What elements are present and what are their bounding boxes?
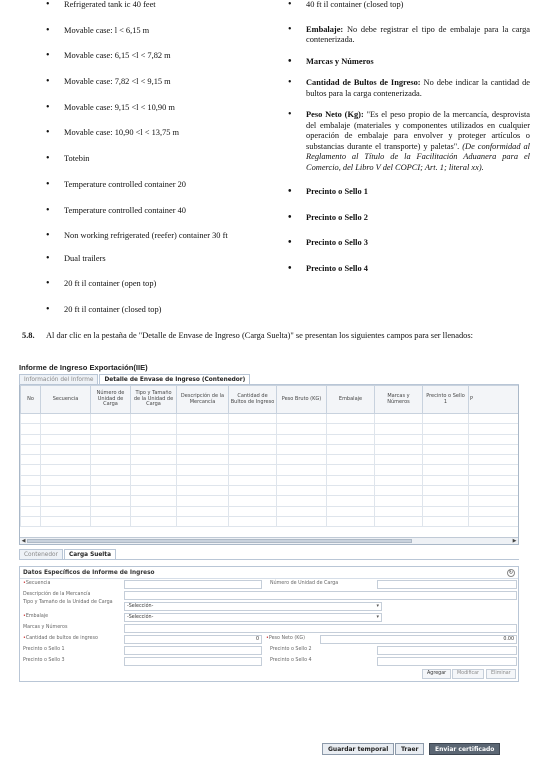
table-cell <box>131 475 177 485</box>
table-cell <box>375 414 423 424</box>
scroll-right-icon[interactable]: ▶ <box>512 538 517 544</box>
list-item-precinto-3: • Precinto o Sello 3 <box>288 237 368 248</box>
table-cell <box>41 516 91 526</box>
table-cell <box>91 465 131 475</box>
embalaje-select[interactable]: -Selección- ▾ <box>124 613 382 622</box>
right-bullet-list <box>282 0 530 285</box>
table-cell <box>229 455 277 465</box>
table-cell <box>91 506 131 516</box>
table-cell <box>177 424 229 434</box>
column-header[interactable]: Precinto o Sello 1 <box>423 386 469 414</box>
list-item: • Dual trailers <box>46 252 106 264</box>
table-cell <box>469 506 520 516</box>
form-row <box>20 634 518 645</box>
secuencia-field[interactable] <box>124 580 262 589</box>
table-cell <box>41 475 91 485</box>
table-cell <box>131 455 177 465</box>
table-cell <box>21 465 41 475</box>
table-cell <box>177 434 229 444</box>
table-row[interactable] <box>21 516 520 526</box>
tab-detalle-envase[interactable]: Detalle de Envase de Ingreso (Contenedor) <box>99 374 250 384</box>
table-cell <box>91 486 131 496</box>
table-cell <box>277 444 327 454</box>
table-cell <box>375 475 423 485</box>
list-item: • Refrigerated tank ic 40 feet <box>46 0 156 10</box>
table-cell <box>375 434 423 444</box>
table-cell <box>21 424 41 434</box>
table-cell <box>375 424 423 434</box>
table-cell <box>375 455 423 465</box>
table-cell <box>327 434 375 444</box>
table-row[interactable] <box>21 496 520 506</box>
marcas-label: Marcas y Números <box>23 625 68 630</box>
table-cell <box>277 424 327 434</box>
table-row[interactable] <box>21 486 520 496</box>
table-cell <box>469 486 520 496</box>
table-cell <box>375 506 423 516</box>
table-cell <box>41 506 91 516</box>
table-cell <box>277 506 327 516</box>
table-cell <box>327 414 375 424</box>
table-cell <box>41 496 91 506</box>
table-cell <box>21 486 41 496</box>
tipo-tamano-label: Tipo y Tamaño de la Unidad de Carga <box>23 600 113 605</box>
list-item: • Movable case: 7,82 <l < 9,15 m <box>46 76 171 88</box>
cantidad-field[interactable]: 0 <box>124 635 262 644</box>
form-row <box>20 612 518 623</box>
table-cell <box>41 424 91 434</box>
list-item-cantidad: • Cantidad de Bultos de Ingreso: No debe indicar la cantidad de bultos para la carga contenerizada. <box>288 77 530 98</box>
column-header[interactable]: Peso Bruto (KG) <box>277 386 327 414</box>
list-item: • 20 ft il container (open top) <box>46 278 157 290</box>
detail-table <box>20 385 519 527</box>
table-cell <box>375 465 423 475</box>
tab-informacion-informe[interactable]: Información del Informe <box>19 374 98 384</box>
table-cell <box>21 475 41 485</box>
table-cell <box>327 475 375 485</box>
table-cell <box>229 465 277 475</box>
table-cell <box>91 455 131 465</box>
table-cell <box>375 516 423 526</box>
peso-label: •Peso Neto (KG) <box>266 636 305 641</box>
table-row[interactable] <box>21 455 520 465</box>
table-cell <box>277 414 327 424</box>
table-cell <box>277 486 327 496</box>
table-cell <box>91 414 131 424</box>
table-cell <box>469 496 520 506</box>
table-cell <box>375 486 423 496</box>
descripcion-label: Descripción de la Mercancía <box>23 592 91 597</box>
numero-unidad-label: Número de Unidad de Carga <box>270 581 339 586</box>
table-cell <box>229 506 277 516</box>
table-row[interactable] <box>21 424 520 434</box>
detail-grid <box>19 385 519 545</box>
send-certificate-button[interactable]: Enviar certificado <box>429 743 500 755</box>
precinto-4-field[interactable] <box>377 657 517 666</box>
column-header[interactable]: No <box>21 386 41 414</box>
table-cell <box>91 516 131 526</box>
table-cell <box>229 496 277 506</box>
section-text: Al dar clic en la pestaña de "Detalle de Envase de Ingreso (Carga Suelta)" se presentan los siguientes campos para ser llenados: <box>46 331 473 340</box>
document-columns <box>0 0 538 320</box>
table-cell <box>327 455 375 465</box>
table-cell <box>423 455 469 465</box>
table-cell <box>277 496 327 506</box>
list-item-precinto-1: • Precinto o Sello 1 <box>288 186 368 197</box>
page-title: Informe de Ingreso Exportación(IIE) <box>19 363 148 372</box>
table-cell <box>327 465 375 475</box>
form-row <box>20 579 518 590</box>
table-cell <box>277 516 327 526</box>
precinto-4-label: Precinto o Sello 4 <box>270 658 312 663</box>
form-row <box>20 623 518 634</box>
table-cell <box>327 506 375 516</box>
section-5-8 <box>22 331 522 342</box>
table-cell <box>469 424 520 434</box>
eliminar-button[interactable]: Eliminar <box>486 669 516 679</box>
form-header <box>20 567 518 579</box>
list-item: • Non working refrigerated (reefer) container 30 ft <box>46 230 228 242</box>
table-cell <box>375 444 423 454</box>
save-temp-button[interactable]: Guardar temporal <box>322 743 394 755</box>
column-header[interactable]: P <box>469 386 520 414</box>
table-cell <box>423 434 469 444</box>
table-cell <box>131 465 177 475</box>
table-cell <box>177 506 229 516</box>
table-cell <box>469 516 520 526</box>
table-cell <box>177 414 229 424</box>
row-action-buttons <box>20 667 518 681</box>
table-cell <box>327 486 375 496</box>
list-item-marcas: • Marcas y Números <box>288 55 374 67</box>
modificar-button[interactable]: Modificar <box>452 669 484 679</box>
scrollbar-thumb[interactable] <box>27 539 412 543</box>
table-cell <box>469 414 520 424</box>
table-cell <box>469 434 520 444</box>
secuencia-label: •Secuencia <box>23 581 51 586</box>
column-header[interactable]: Secuencia <box>41 386 91 414</box>
form-row <box>20 656 518 667</box>
table-cell <box>131 414 177 424</box>
main-tabs <box>19 374 519 385</box>
cargo-tabs <box>19 549 519 560</box>
table-cell <box>41 486 91 496</box>
marcas-field[interactable] <box>124 624 517 633</box>
table-cell <box>21 516 41 526</box>
table-row[interactable] <box>21 444 520 454</box>
table-row[interactable] <box>21 506 520 516</box>
section-number: 5.8. <box>22 331 35 340</box>
table-cell <box>177 455 229 465</box>
form-row <box>20 645 518 656</box>
table-cell <box>41 455 91 465</box>
table-cell <box>177 516 229 526</box>
precinto-1-label: Precinto o Sello 1 <box>23 647 65 652</box>
table-cell <box>277 455 327 465</box>
descripcion-field[interactable] <box>124 591 517 600</box>
list-item: • Movable case: l < 6,15 m <box>46 24 150 36</box>
table-cell <box>229 444 277 454</box>
list-item: • Temperature controlled container 20 <box>46 178 186 190</box>
table-cell <box>131 444 177 454</box>
table-cell <box>423 444 469 454</box>
table-cell <box>277 434 327 444</box>
table-cell <box>91 444 131 454</box>
table-cell <box>131 496 177 506</box>
table-cell <box>327 444 375 454</box>
table-cell <box>375 496 423 506</box>
tab-carga-suelta[interactable]: Carga Suelta <box>64 549 116 559</box>
list-item-peso: • Peso Neto (Kg): "Es el peso propio de la mercancía, desprovista del embalaje (materiales y componentes utilizados en cualquier operación de embalaje para envolver y proteger artículos o substancias durante el transporte) y paletas". (De conformidad al Reglamento al Título de la Facilitación Aduanera para el Comercio, del Libro V del COPCI; Art. 1; literal xx). <box>288 109 531 172</box>
left-bullet-list <box>40 0 275 331</box>
table-cell <box>131 424 177 434</box>
column-header[interactable]: Cantidad de Bultos de Ingreso <box>229 386 277 414</box>
table-cell <box>21 434 41 444</box>
table-cell <box>21 496 41 506</box>
list-item: • Temperature controlled container 40 <box>46 204 186 216</box>
cantidad-label: •Cantidad de bultos de ingreso <box>23 636 98 641</box>
table-cell <box>423 414 469 424</box>
table-cell <box>91 496 131 506</box>
table-cell <box>41 414 91 424</box>
table-cell <box>229 486 277 496</box>
embalaje-label: •Embalaje <box>23 614 49 619</box>
app-screenshot <box>19 363 519 753</box>
form-row <box>20 601 518 612</box>
scroll-left-icon[interactable]: ◀ <box>21 538 26 544</box>
table-cell <box>277 465 327 475</box>
table-row[interactable] <box>21 475 520 485</box>
list-item: • 40 ft il container (closed top) <box>288 0 404 10</box>
precinto-1-field[interactable] <box>124 646 262 655</box>
list-item: • Movable case: 9,15 <l < 10,90 m <box>46 101 175 113</box>
load-button[interactable]: Traer <box>395 743 424 755</box>
table-cell <box>177 475 229 485</box>
table-cell <box>469 475 520 485</box>
table-cell <box>177 486 229 496</box>
list-item: • 20 ft il container (closed top) <box>46 304 162 316</box>
table-cell <box>91 475 131 485</box>
table-cell <box>91 434 131 444</box>
table-cell <box>177 444 229 454</box>
agregar-button[interactable]: Agregar <box>422 669 451 679</box>
table-row[interactable] <box>21 434 520 444</box>
table-cell <box>423 496 469 506</box>
numero-unidad-field[interactable] <box>377 580 517 589</box>
tab-contenedor[interactable]: Contenedor <box>19 549 63 559</box>
list-item: • Totebin <box>46 153 90 165</box>
table-cell <box>21 414 41 424</box>
table-cell <box>423 486 469 496</box>
column-header[interactable]: Marcas y Números <box>375 386 423 414</box>
table-cell <box>41 434 91 444</box>
table-cell <box>423 465 469 475</box>
table-header-row <box>21 386 520 414</box>
table-cell <box>21 444 41 454</box>
column-header[interactable]: Descripción de la Mercancía <box>177 386 229 414</box>
table-cell <box>41 465 91 475</box>
table-cell <box>177 496 229 506</box>
table-row[interactable] <box>21 465 520 475</box>
table-cell <box>21 506 41 516</box>
peso-field[interactable]: 0.00 <box>320 635 517 644</box>
horizontal-scrollbar[interactable] <box>20 537 518 544</box>
form-title: Datos Específicos de Informe de Ingreso <box>23 570 155 576</box>
table-cell <box>91 424 131 434</box>
list-item-precinto-2: • Precinto o Sello 2 <box>288 211 368 223</box>
table-cell <box>327 424 375 434</box>
precinto-3-label: Precinto o Sello 3 <box>23 658 65 663</box>
footer-actions <box>19 743 519 757</box>
table-cell <box>41 444 91 454</box>
table-row[interactable] <box>21 414 520 424</box>
list-item: • Movable case: 6,15 <l < 7,82 m <box>46 50 171 62</box>
table-cell <box>177 465 229 475</box>
tipo-tamano-select[interactable]: -Selección- ▾ <box>124 602 382 611</box>
table-cell <box>229 414 277 424</box>
refresh-icon[interactable]: ↻ <box>508 570 514 576</box>
table-cell <box>469 455 520 465</box>
table-cell <box>277 475 327 485</box>
table-cell <box>229 434 277 444</box>
table-cell <box>327 496 375 506</box>
table-cell <box>131 516 177 526</box>
specific-data-form <box>19 566 519 682</box>
precinto-2-field[interactable] <box>377 646 517 655</box>
table-cell <box>423 424 469 434</box>
column-header[interactable]: Tipo y Tamaño de la Unidad de Carga <box>131 386 177 414</box>
table-cell <box>131 506 177 516</box>
list-item-precinto-4: • Precinto o Sello 4 <box>288 262 368 274</box>
table-cell <box>469 465 520 475</box>
table-cell <box>229 516 277 526</box>
table-cell <box>229 424 277 434</box>
table-cell <box>423 506 469 516</box>
table-cell <box>423 475 469 485</box>
precinto-2-label: Precinto o Sello 2 <box>270 647 312 652</box>
table-body <box>21 414 520 527</box>
table-cell <box>327 516 375 526</box>
table-cell <box>21 455 41 465</box>
table-cell <box>229 475 277 485</box>
table-cell <box>469 444 520 454</box>
column-header[interactable]: Número de Unidad de Carga <box>91 386 131 414</box>
table-cell <box>131 486 177 496</box>
list-item-embalaje: • Embalaje: No debe registrar el tipo de embalaje para la carga contenerizada. <box>288 23 530 44</box>
column-header[interactable]: Embalaje <box>327 386 375 414</box>
precinto-3-field[interactable] <box>124 657 262 666</box>
table-cell <box>131 434 177 444</box>
list-item: • Movable case: 10,90 <l < 13,75 m <box>46 127 180 139</box>
table-cell <box>423 516 469 526</box>
